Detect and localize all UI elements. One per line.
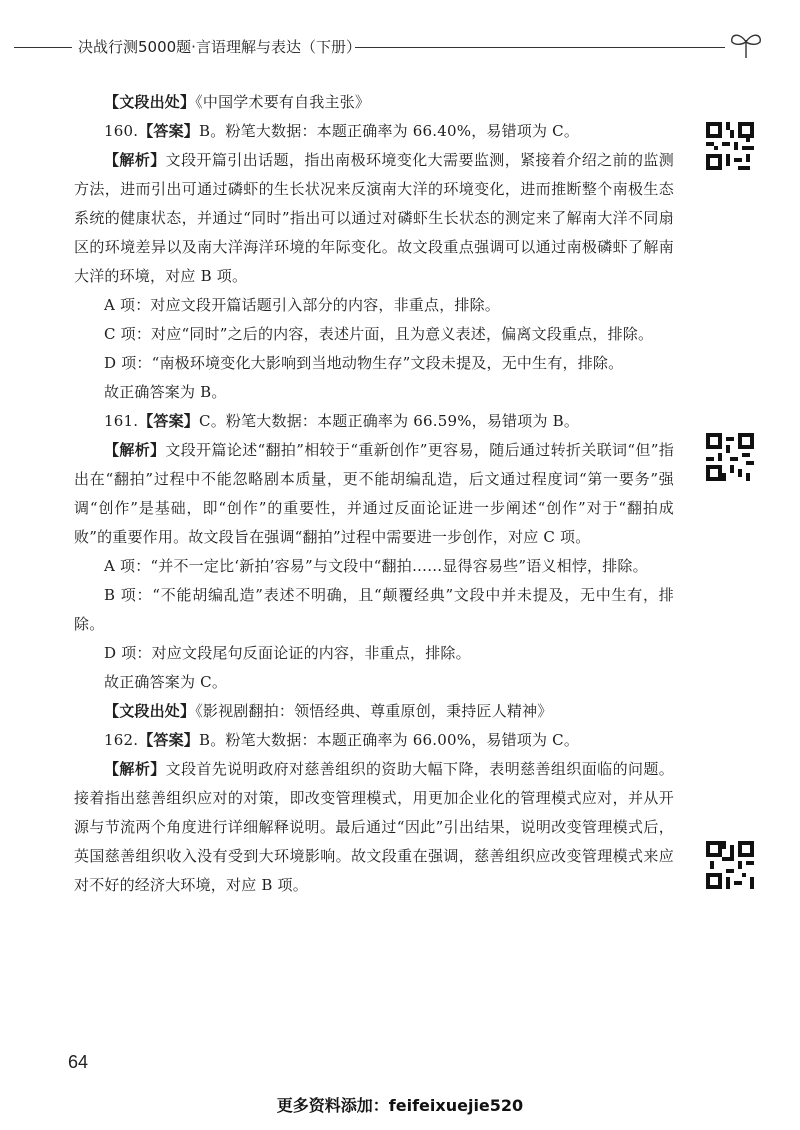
running-header <box>0 36 800 60</box>
source-text: 《影视剧翻拍：领悟经典、尊重原创，秉持匠人精神》 <box>195 702 553 720</box>
header-rule-left <box>14 47 72 48</box>
conclusion-161: 故正确答案为 C。 <box>104 673 228 691</box>
option-a-161: A 项：“并不一定比‘新拍’容易”与文段中“翻拍……显得容易些”语义相悖，排除。 <box>104 557 648 575</box>
question-number: 162. <box>104 731 139 749</box>
option-d-161: D 项：对应文段尾句反面论证的内容，非重点，排除。 <box>104 644 471 662</box>
header-title: 决战行测5000题·言语理解与表达（下册） <box>78 38 361 56</box>
option-c-160: C 项：对应“同时”之后的内容，表述片面，且为意义表述，偏离文段重点，排除。 <box>104 325 654 343</box>
analysis-tag: 【解析】 <box>104 151 166 169</box>
conclusion-160: 故正确答案为 B。 <box>104 383 227 401</box>
answer-text: B。粉笔大数据：本题正确率为 66.40%，易错项为 C。 <box>199 122 580 140</box>
question-number: 160. <box>104 122 139 140</box>
answer-tag: 【答案】 <box>138 412 200 430</box>
footer-note: 更多资料添加：feifeixuejie520 <box>276 1096 524 1115</box>
analysis-tag: 【解析】 <box>104 441 166 459</box>
page-number: 64 <box>68 1052 89 1072</box>
header-rule-right <box>355 47 725 48</box>
analysis-162 <box>74 755 674 900</box>
answer-160 <box>74 117 674 146</box>
sprout-icon <box>726 30 766 60</box>
qr-code-icon[interactable] <box>706 433 754 481</box>
qr-code-icon[interactable] <box>706 122 754 170</box>
source-tag: 【文段出处】 <box>104 93 196 111</box>
option-b-161: B 项：“不能胡编乱造”表述不明确，且“颠覆经典”文段中并未提及，无中生有，排除。 <box>74 586 674 633</box>
answer-tag: 【答案】 <box>138 122 200 140</box>
answer-text: B。粉笔大数据：本题正确率为 66.00%，易错项为 C。 <box>199 731 580 749</box>
answer-161 <box>74 407 674 436</box>
source-line <box>74 88 674 117</box>
analysis-text: 文段开篇论述“翻拍”相较于“重新创作”更容易，随后通过转折关联词“但”指出在“翻拍”过程中不能忽略剧本质量，更不能胡编乱造，后文通过程度词“第一要务”强调“创作”是基础，即“创作”的重要性，并通过反面论证进一步阐述“创作”对于“翻拍成败”的重要作用。故文段旨在强调“翻拍”过程中需要进一步创作，对应 C 项。 <box>74 441 674 546</box>
page-body <box>74 88 674 900</box>
option-a-160: A 项：对应文段开篇话题引入部分的内容，非重点，排除。 <box>104 296 501 314</box>
answer-text: C。粉笔大数据：本题正确率为 66.59%，易错项为 B。 <box>199 412 580 430</box>
analysis-text: 文段开篇引出话题，指出南极环境变化大需要监测，紧接着介绍之前的监测方法，进而引出可通过磷虾的生长状况来反演南大洋的环境变化，进而推断整个南极生态系统的健康状态，并通过“同时”指出可以通过对磷虾生长状态的测定来了解南大洋不同扇区的环境差异以及南大洋海洋环境的年际变化。故文段重点强调可以通过南极磷虾了解南大洋的环境，对应 B 项。 <box>74 151 674 285</box>
option-d-160: D 项：“南极环境变化大影响到当地动物生存”文段未提及，无中生有，排除。 <box>104 354 624 372</box>
source-tag: 【文段出处】 <box>104 702 196 720</box>
question-number: 161. <box>104 412 139 430</box>
source-line <box>74 697 674 726</box>
analysis-161 <box>74 436 674 552</box>
answer-162 <box>74 726 674 755</box>
qr-code-icon[interactable] <box>706 841 754 889</box>
analysis-text: 文段首先说明政府对慈善组织的资助大幅下降，表明慈善组织面临的问题。接着指出慈善组织应对的对策，即改变管理模式，用更加企业化的管理模式应对，并从开源与节流两个角度进行详细解释说明。最后通过“因此”引出结果，说明改变管理模式后，英国慈善组织收入没有受到大环境影响。故文段重在强调，慈善组织应改变管理模式来应对不好的经济大环境，对应 B 项。 <box>74 760 674 894</box>
source-text: 《中国学术要有自我主张》 <box>195 93 371 111</box>
answer-tag: 【答案】 <box>138 731 200 749</box>
analysis-tag: 【解析】 <box>104 760 166 778</box>
analysis-160 <box>74 146 674 291</box>
